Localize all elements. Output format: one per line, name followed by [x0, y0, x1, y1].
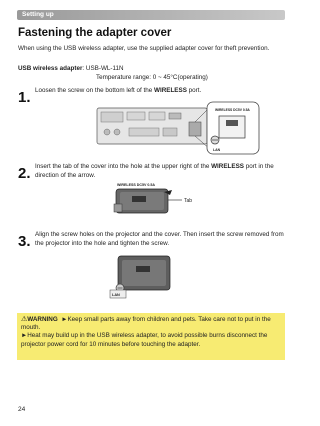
- figure-3-lan-label: LAN: [112, 293, 120, 297]
- warning-box: [17, 313, 285, 360]
- warning-line-1: [21, 316, 281, 332]
- figure-2-tab-label: Tab: [184, 198, 193, 204]
- warning-heading: WARNING: [27, 316, 58, 323]
- page-title: Fastening the adapter cover: [18, 27, 172, 39]
- step-3-text: Align the screw holes on the projector and the cover. Then insert the screw removed from the projector into the hole and tighten the screw.: [35, 231, 284, 247]
- section-header-bar: [17, 10, 285, 20]
- figure-2-port-label: WIRELESS DC5V 0.5A: [117, 183, 155, 187]
- figure-1-projector-port: [95, 100, 260, 155]
- step-2-text-bold: WIRELESS: [211, 163, 244, 170]
- step-1-text-pre: Loosen the screw on the bottom left of the: [35, 87, 155, 94]
- figure-3-cover-installed: [108, 252, 178, 302]
- intro-text: When using the USB wireless adapter, use the supplied adapter cover for theft prevention.: [18, 45, 270, 52]
- step-2-number: 2.: [18, 165, 31, 182]
- step-2-text-pre: Insert the tab of the cover into the hole at the upper right of the: [35, 163, 212, 170]
- figure-2-adapter-cover-tab: [112, 180, 212, 218]
- step-1-text: [35, 87, 285, 96]
- warning-triangle-icon: ⚠: [21, 316, 28, 323]
- step-1-text-post: port.: [186, 87, 202, 94]
- step-3-number: 3.: [18, 233, 31, 250]
- figure-1-port-label: WIRELESS DC5V 0.5A: [215, 108, 250, 112]
- step-1-text-bold: WIRELESS: [154, 87, 187, 94]
- step-1-number: 1.: [18, 89, 31, 106]
- step-2-text: [35, 163, 285, 180]
- step-2-text-post: port in the direction of the arrow.: [35, 163, 274, 179]
- figure-1-lan-label: LAN: [213, 148, 221, 152]
- adapter-label: USB wireless adapter: [18, 65, 83, 72]
- warning-text-1: ►Keep small parts away from children and pets. Take care not to put in the mouth.: [21, 316, 271, 332]
- adapter-spec: [18, 65, 124, 74]
- page-number: 24: [18, 406, 26, 413]
- adapter-model: : USB-WL-11N: [82, 65, 124, 72]
- adapter-temperature: Temperature range: 0 ~ 45°C(operating): [96, 73, 208, 81]
- section-label: Setting up: [22, 11, 54, 18]
- warning-text-2: ►Heat may build up in the USB wireless adapter, to avoid possible burns disconnect the projector power cord for 10 minutes before touching the adapter.: [21, 332, 268, 348]
